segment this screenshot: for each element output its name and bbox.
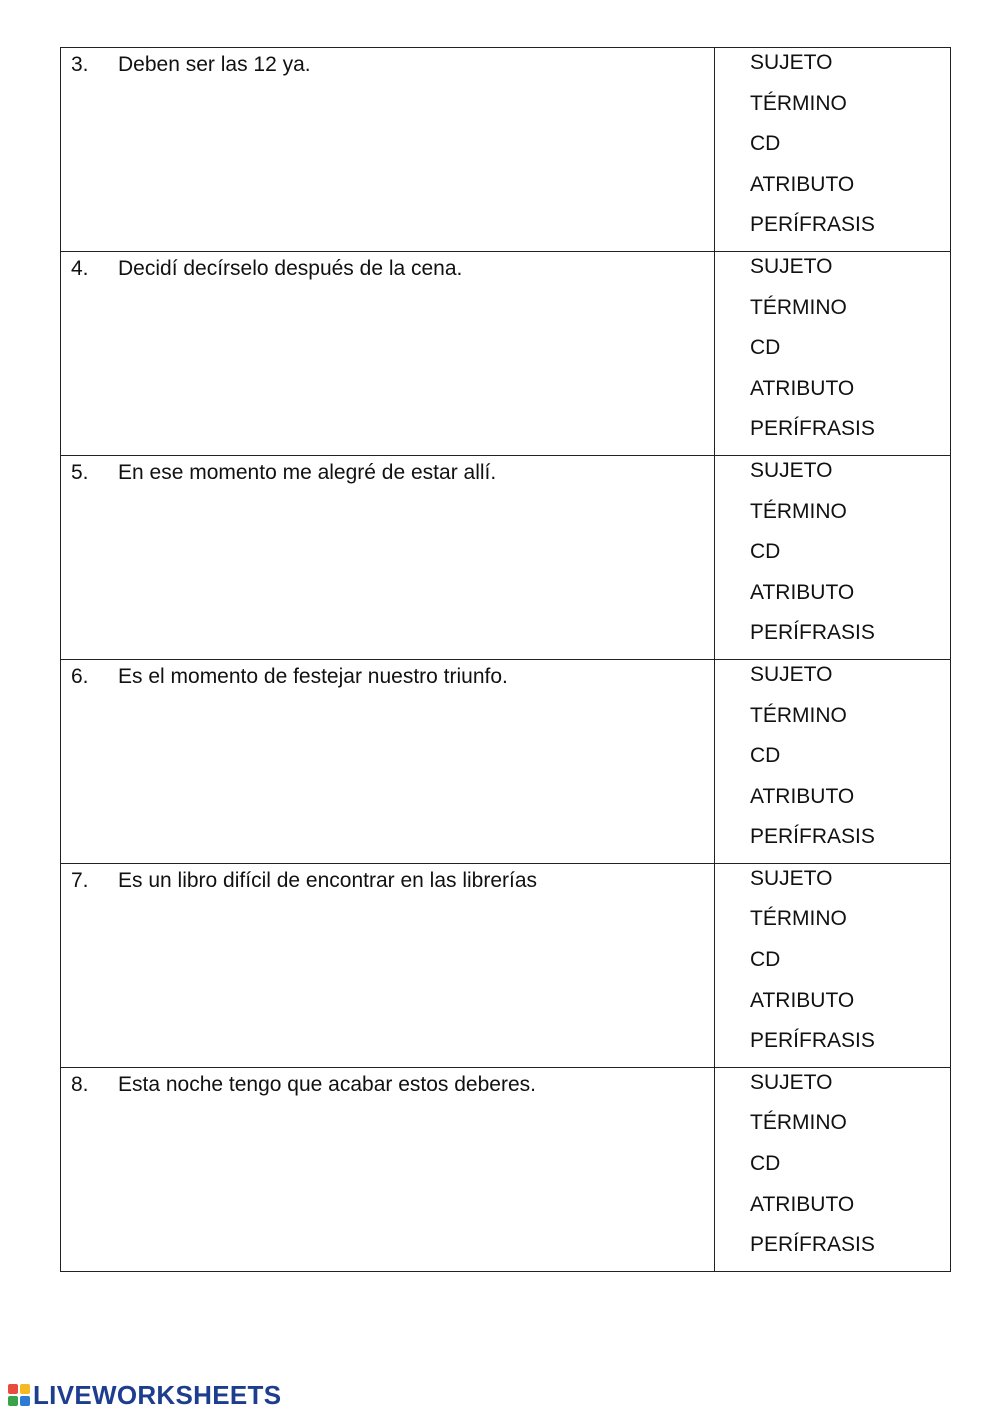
sentence-text: En ese momento me alegré de estar allí. [118,460,497,484]
option-perifrasis[interactable]: PERÍFRASIS [750,1029,875,1053]
option-termino[interactable]: TÉRMINO [750,703,847,727]
worksheet-table [60,47,951,1272]
sentence-cell [61,48,715,252]
option-list [715,1068,950,1271]
table-row [61,455,951,659]
sentence-text: Decidí decírselo después de la cena. [118,256,463,280]
sentence-text: Deben ser las 12 ya. [118,53,311,76]
logo-text: LIVEWORKSHEETS [33,1379,282,1410]
option-termino[interactable]: TÉRMINO [750,295,847,319]
logo-square-yellow [20,1384,30,1394]
item-number: 6. [71,664,89,688]
option-list [715,252,950,455]
option-cd[interactable]: CD [750,540,781,564]
sentence-cell [61,455,715,659]
table-row [61,251,951,455]
option-cd[interactable]: CD [750,336,781,360]
option-atributo[interactable]: ATRIBUTO [750,172,855,196]
options-cell [715,863,951,1067]
sentence-text: Es el momento de festejar nuestro triunfo. [118,664,508,688]
option-atributo[interactable]: ATRIBUTO [750,580,855,604]
option-termino[interactable]: TÉRMINO [750,91,847,115]
option-termino[interactable]: TÉRMINO [750,499,847,523]
logo-square-blue [20,1396,30,1406]
option-termino[interactable]: TÉRMINO [750,1111,847,1135]
options-cell [715,659,951,863]
option-termino[interactable]: TÉRMINO [750,907,847,931]
logo-mark-icon [8,1384,30,1406]
option-atributo[interactable]: ATRIBUTO [750,1192,855,1216]
sentence-cell [61,659,715,863]
option-cd[interactable]: CD [750,744,781,768]
options-cell [715,1067,951,1271]
option-atributo[interactable]: ATRIBUTO [750,784,855,808]
option-sujeto[interactable]: SUJETO [750,458,833,482]
liveworksheets-logo [8,1381,281,1409]
item-number: 4. [71,256,89,280]
sentence-text: Es un libro difícil de encontrar en las librerías [118,868,538,892]
table-row [61,659,951,863]
option-sujeto[interactable]: SUJETO [750,662,833,686]
options-cell [715,251,951,455]
options-cell [715,48,951,252]
option-atributo[interactable]: ATRIBUTO [750,376,855,400]
table-row [61,48,951,252]
option-cd[interactable]: CD [750,948,781,972]
sentence-text: Esta noche tengo que acabar estos deberes. [118,1072,536,1096]
sentence-cell [61,1067,715,1271]
option-list [715,48,950,251]
item-number: 7. [71,868,89,892]
option-list [715,456,950,659]
table-row [61,1067,951,1271]
option-sujeto[interactable]: SUJETO [750,866,833,890]
sentence-cell [61,251,715,455]
item-number: 5. [71,460,89,484]
option-cd[interactable]: CD [750,1152,781,1176]
item-number: 3. [71,53,89,76]
option-list [715,660,950,863]
option-sujeto[interactable]: SUJETO [750,254,833,278]
options-cell [715,455,951,659]
option-perifrasis[interactable]: PERÍFRASIS [750,1233,875,1257]
option-perifrasis[interactable]: PERÍFRASIS [750,621,875,645]
table-row [61,863,951,1067]
item-number: 8. [71,1072,89,1096]
option-sujeto[interactable]: SUJETO [750,51,833,74]
option-perifrasis[interactable]: PERÍFRASIS [750,417,875,441]
option-list [715,864,950,1067]
logo-square-red [8,1384,18,1394]
option-cd[interactable]: CD [750,132,781,156]
option-atributo[interactable]: ATRIBUTO [750,988,855,1012]
option-perifrasis[interactable]: PERÍFRASIS [750,213,875,237]
sentence-cell [61,863,715,1067]
option-sujeto[interactable]: SUJETO [750,1070,833,1094]
option-perifrasis[interactable]: PERÍFRASIS [750,825,875,849]
logo-square-green [8,1396,18,1406]
